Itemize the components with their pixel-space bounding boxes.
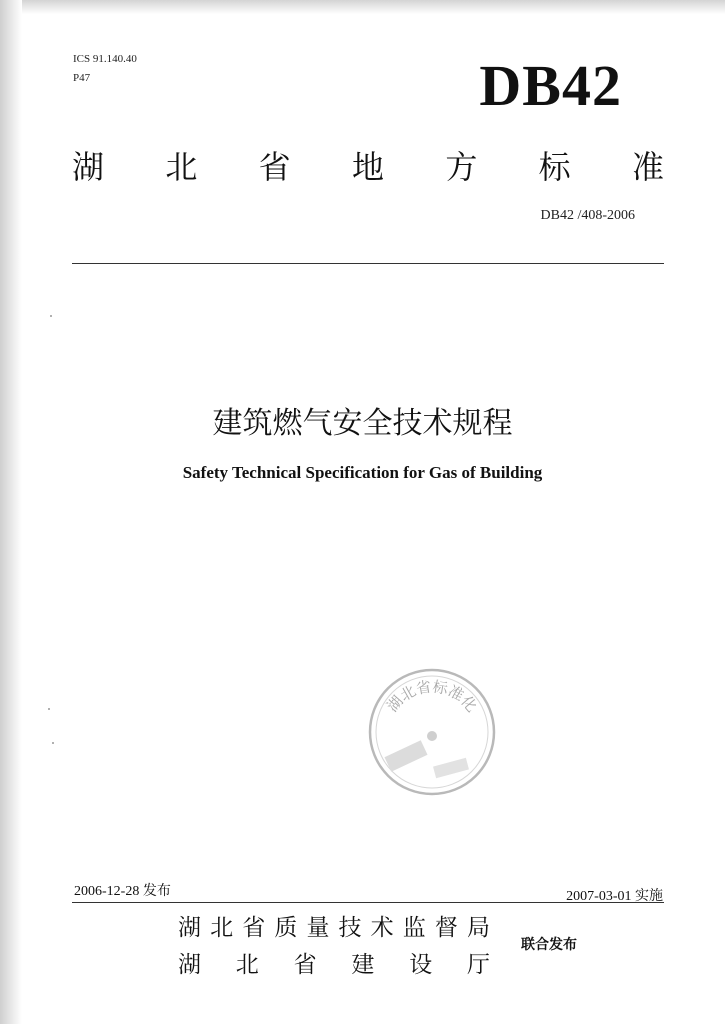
document-title-chinese: 建筑燃气安全技术规程: [212, 406, 513, 441]
standard-type-char: 北: [165, 148, 198, 186]
issuer-construction-department: [178, 946, 490, 979]
scan-shadow-left: [0, 0, 22, 1024]
joint-release-label: 联合发布: [521, 937, 577, 953]
document-title-english: Safety Technical Specification for Gas of Building: [182, 463, 543, 482]
scan-shadow-top: [22, 0, 725, 14]
issuer-char: 监: [402, 915, 426, 941]
issuer-char: 设: [409, 952, 433, 978]
issue-date: 2006-12-28 发布: [74, 884, 171, 899]
issuer-char: 督: [434, 915, 458, 941]
issuer-char: 北: [235, 952, 259, 978]
issuer-char: 质: [274, 915, 298, 941]
issuer-char: 量: [306, 915, 330, 941]
issuer-char: 湖: [178, 952, 201, 978]
issuer-char: 局: [466, 915, 490, 941]
issuer-char: 厅: [466, 952, 490, 978]
issuer-char: 省: [242, 915, 266, 941]
standard-type-char: 标: [538, 148, 571, 186]
scan-speck: [50, 315, 52, 317]
header-divider: [72, 263, 664, 264]
standard-number: DB42 /408-2006: [540, 208, 635, 223]
standard-type-char: 省: [258, 148, 291, 186]
official-seal-stamp: [366, 666, 498, 798]
standard-type-char: 方: [445, 148, 478, 186]
issuer-char: 术: [370, 915, 394, 941]
scan-speck: [48, 708, 50, 710]
issuer-char: 建: [351, 952, 375, 978]
standard-type-char: 湖: [72, 148, 105, 186]
implementation-date: 2007-03-01 实施: [566, 889, 663, 904]
scan-speck: [52, 742, 54, 744]
issuer-char: 技: [338, 915, 362, 941]
standard-type-char: 地: [351, 148, 384, 186]
classification-code: P47: [73, 72, 91, 84]
standard-mark: DB42: [479, 53, 622, 118]
ics-code: ICS 91.140.40: [73, 53, 137, 65]
issuer-char: 北: [210, 915, 234, 941]
standard-type-title: [72, 142, 664, 188]
issuer-char: 省: [293, 952, 317, 978]
seal-text: 湖北省标准化: [383, 677, 481, 716]
footer-divider: [72, 902, 664, 903]
issuer-quality-bureau: [178, 909, 490, 942]
issuer-char: 湖: [178, 915, 201, 941]
standard-type-char: 准: [631, 148, 664, 186]
